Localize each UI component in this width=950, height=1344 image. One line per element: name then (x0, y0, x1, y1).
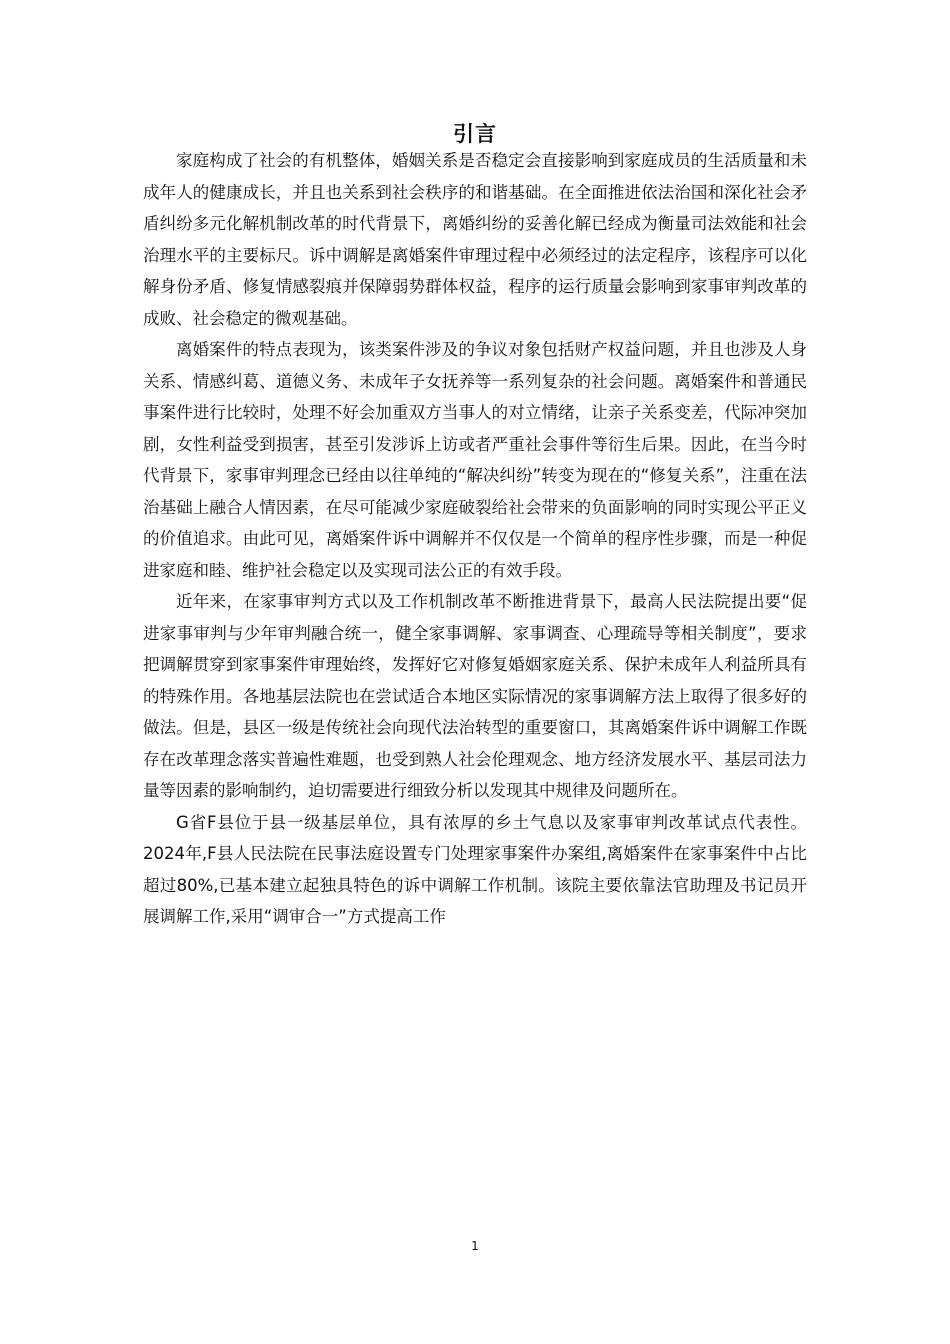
paragraph: 家庭构成了社会的有机整体，婚姻关系是否稳定会直接影响到家庭成员的生活质量和未成年人的健康成长，并且也关系到社会秩序的和谐基础。在全面推进依法治国和深化社会矛盾纠纷多元化解机制改革的时代背景下，离婚纠纷的妥善化解已经成为衡量司法效能和社会治理水平的主要标尺。诉中调解是离婚案件审理过程中必须经过的法定程序，该程序可以化解身份矛盾、修复情感裂痕并保障弱势群体权益，程序的运行质量会影响到家事审判改革的成败、社会稳定的微观基础。 (143, 151, 807, 328)
body-text (143, 145, 807, 933)
paragraph: 离婚案件的特点表现为，该类案件涉及的争议对象包括财产权益问题，并且也涉及人身关系、情感纠葛、道德义务、未成年子女抚养等一系列复杂的社会问题。离婚案件和普通民事案件进行比较时，处理不好会加重双方当事人的对立情绪，让亲子关系变差，代际冲突加剧，女性利益受到损害，甚至引发涉诉上访或者严重社会事件等衍生后果。因此，在当今时代背景下，家事审判理念已经由以往单纯的“解决纠纷”转变为现在的“修复关系”，注重在法治基础上融合人情因素，在尽可能减少家庭破裂给社会带来的负面影响的同时实现公平正义的价值追求。由此可见，离婚案件诉中调解并不仅仅是一个简单的程序性步骤，而是一种促进家庭和睦、维护社会稳定以及实现司法公正的有效手段。 (143, 340, 807, 580)
page-number: 1 (471, 1239, 479, 1253)
page-title: 引言 (453, 122, 497, 146)
paragraph: G省F县位于县一级基层单位，具有浓厚的乡土气息以及家事审判改革试点代表性。2024年,F县人民法院在民事法庭设置专门处理家事案件办案组,离婚案件在家事案件中占比超过80%,已基本建立起独具特色的诉中调解工作机制。该院主要依靠法官助理及书记员开展调解工作,采用“调审合一”方式提高工作 (143, 812, 807, 926)
paragraph: 近年来，在家事审判方式以及工作机制改革不断推进背景下，最高人民法院提出要“促进家事审判与少年审判融合统一，健全家事调解、家事调查、心理疏导等相关制度”，要求把调解贯穿到家事案件审理始终，发挥好它对修复婚姻家庭关系、保护未成年人利益所具有的特殊作用。各地基层法院也在尝试适合本地区实际情况的家事调解方法上取得了很多好的做法。但是，县区一级是传统社会向现代法治转型的重要窗口，其离婚案件诉中调解工作既存在改革理念落实普遍性难题，也受到熟人社会伦理观念、地方经济发展水平、基层司法力量等因素的影响制约，迫切需要进行细致分析以发现其中规律及问题所在。 (143, 592, 807, 800)
